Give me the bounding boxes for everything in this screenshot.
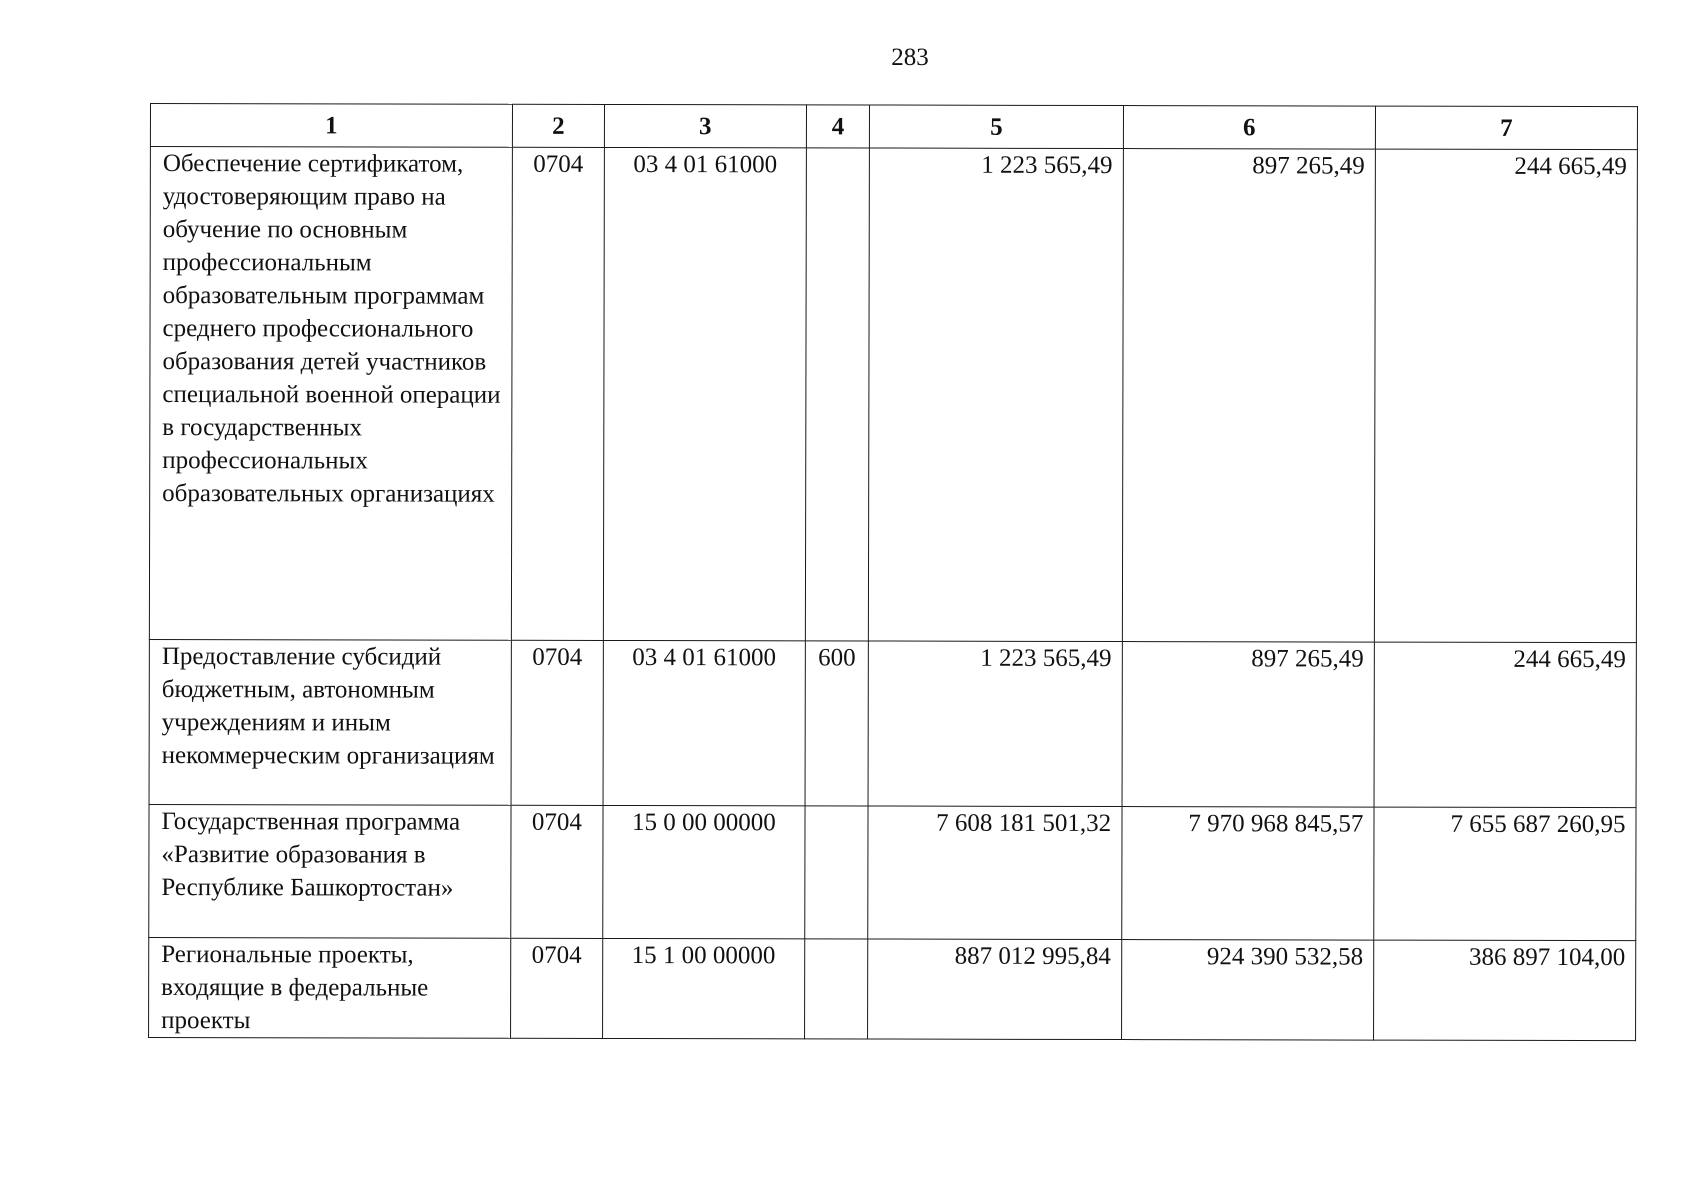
row-name-cell: Предоставление субсидий бюджетным, автономным учреждениям и иным некоммерческим организациям bbox=[149, 639, 511, 805]
amount-cell-2: 897 265,49 bbox=[1122, 149, 1375, 643]
page-number: 283 bbox=[891, 44, 929, 71]
target-article-cell: 03 4 01 61000 bbox=[603, 640, 805, 805]
amount-cell-3: 386 897 104,00 bbox=[1373, 940, 1635, 1041]
column-header-3: 3 bbox=[604, 104, 806, 147]
column-header-7: 7 bbox=[1375, 106, 1637, 150]
budget-table bbox=[148, 103, 1638, 1041]
target-article-cell: 15 1 00 00000 bbox=[603, 938, 805, 1038]
table-header-row bbox=[150, 104, 1637, 150]
amount-cell-3: 244 665,49 bbox=[1374, 642, 1636, 808]
target-article-cell: 15 0 00 00000 bbox=[603, 805, 805, 938]
amount-cell-2: 924 390 532,58 bbox=[1121, 940, 1373, 1041]
column-header-2: 2 bbox=[512, 104, 604, 147]
amount-cell-3: 244 665,49 bbox=[1374, 149, 1637, 643]
expense-type-cell bbox=[805, 148, 870, 641]
row-name-cell: Региональные проекты, входящие в федеральные проекты bbox=[149, 937, 511, 1038]
table-row bbox=[149, 937, 1636, 1040]
section-code-cell: 0704 bbox=[511, 805, 603, 938]
column-header-5: 5 bbox=[870, 105, 1123, 149]
amount-cell-2: 897 265,49 bbox=[1122, 642, 1375, 808]
table-row bbox=[149, 804, 1636, 940]
column-header-4: 4 bbox=[806, 105, 870, 148]
section-code-cell: 0704 bbox=[510, 938, 602, 1038]
table-row bbox=[149, 639, 1636, 807]
amount-cell-1: 1 223 565,49 bbox=[868, 641, 1122, 807]
column-header-6: 6 bbox=[1123, 106, 1375, 150]
budget-table-container bbox=[148, 103, 1638, 1041]
amount-cell-1: 887 012 995,84 bbox=[868, 939, 1122, 1040]
row-name-cell: Государственная программа «Развитие образования в Республике Башкортостан» bbox=[149, 804, 511, 938]
section-code-cell: 0704 bbox=[511, 640, 603, 805]
expense-type-cell: 600 bbox=[805, 641, 869, 806]
section-code-cell: 0704 bbox=[511, 147, 604, 640]
column-header-1: 1 bbox=[150, 104, 512, 148]
expense-type-cell bbox=[804, 939, 868, 1039]
amount-cell-1: 7 608 181 501,32 bbox=[868, 806, 1122, 940]
expense-type-cell bbox=[805, 806, 869, 939]
target-article-cell: 03 4 01 61000 bbox=[603, 147, 806, 640]
amount-cell-1: 1 223 565,49 bbox=[869, 148, 1123, 642]
table-row bbox=[149, 147, 1637, 643]
row-name-cell: Обеспечение сертификатом, удостоверяющим право на обучение по основным профессиональным образовательным программам среднего профессионального образования детей участников специальной военной операции в государственных профессиональных образовательных организациях bbox=[149, 147, 512, 641]
amount-cell-2: 7 970 968 845,57 bbox=[1121, 807, 1373, 941]
amount-cell-3: 7 655 687 260,95 bbox=[1374, 807, 1636, 941]
